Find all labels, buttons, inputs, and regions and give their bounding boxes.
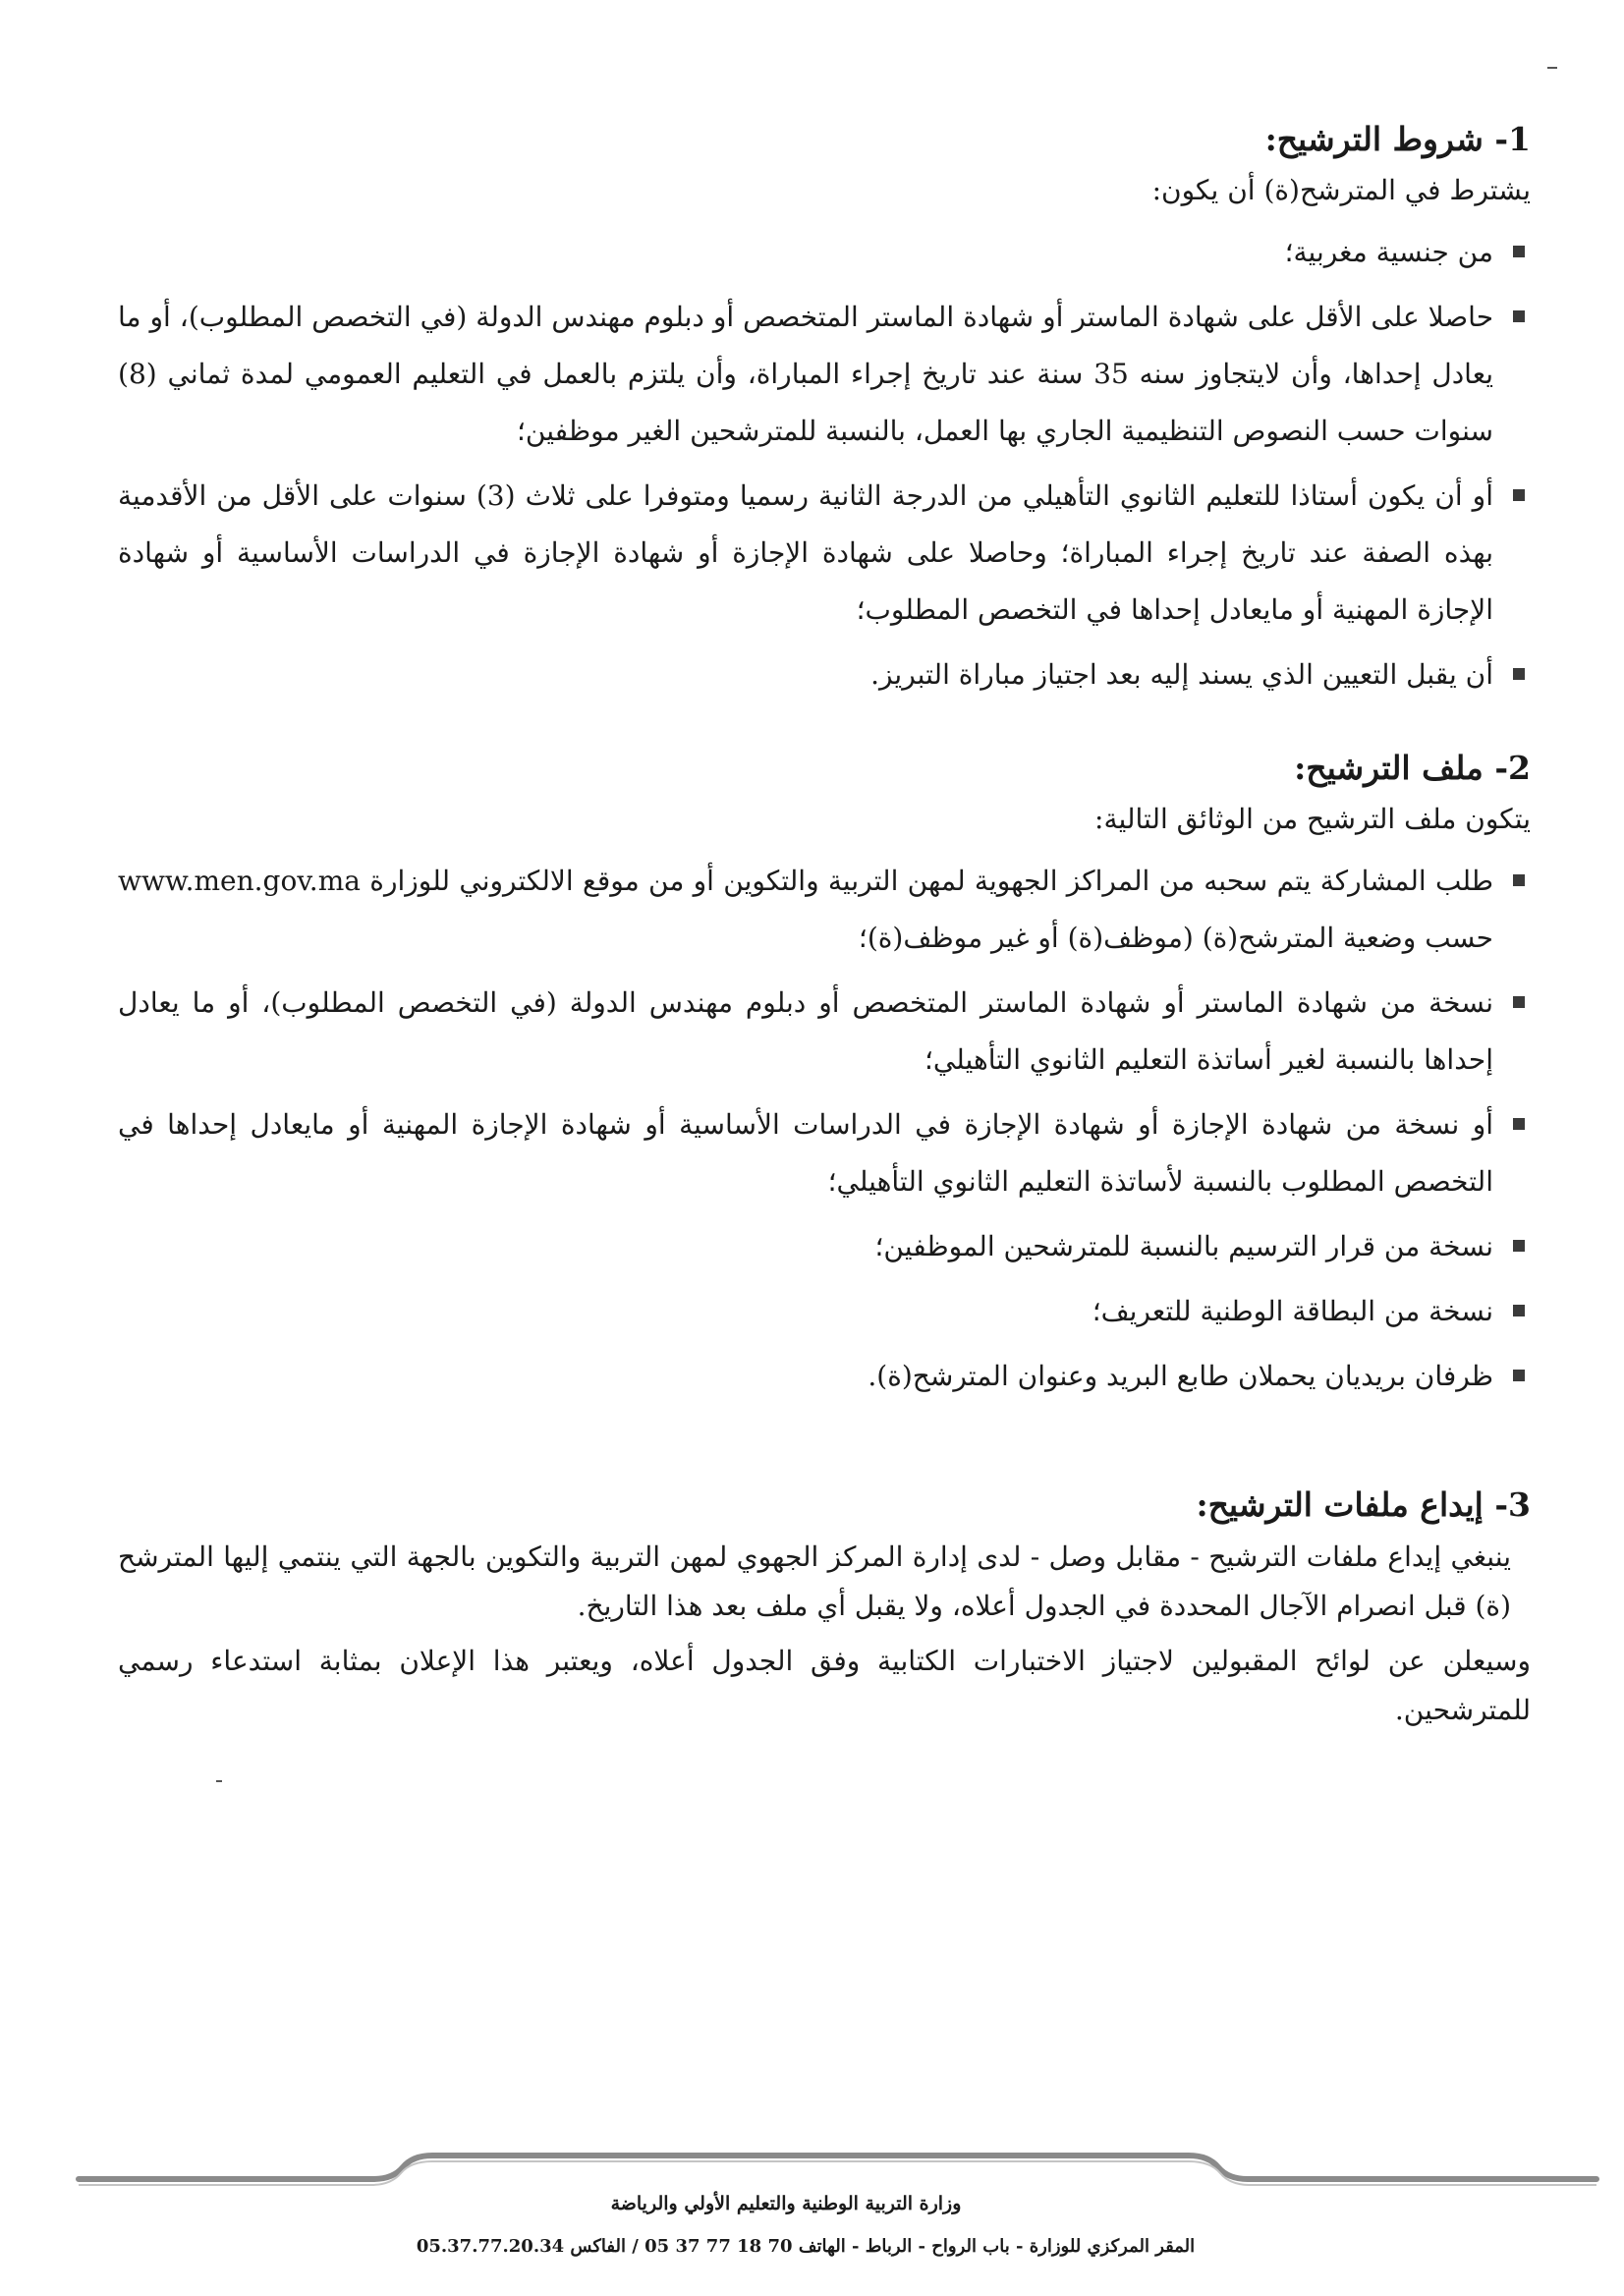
announcement-paragraph: وسيعلن عن لوائح المقبولين لاجتياز الاختبارات الكتابية وفق الجدول أعلاه، ويعتبر هذا الإعلان بمثابة استدعاء رسمي للمترشحين. [118, 1645, 1531, 1726]
list-item [118, 1348, 1531, 1405]
square-bullet-icon [1513, 489, 1525, 501]
ministry-address: المقر المركزي للوزارة - باب الرواح - الرباط - الهاتف 70 18 77 37 05 / الفاكس 05.37.77.20.34 [416, 2236, 1196, 2257]
square-bullet-icon [1513, 668, 1525, 680]
scan-mark [216, 1780, 222, 1782]
list-item-text: من جنسية مغربية؛ [1284, 236, 1493, 268]
section-intro: يتكون ملف الترشيح من الوثائق التالية: [1094, 803, 1531, 835]
list-item [118, 1096, 1531, 1210]
list-item-text: نسخة من البطاقة الوطنية للتعريف؛ [1092, 1295, 1493, 1327]
section-candidacy-conditions [118, 118, 1531, 711]
square-bullet-icon [1513, 246, 1525, 257]
submission-paragraph: ينبغي إيداع ملفات الترشيح - مقابل وصل - لدى إدارة المركز الجهوي لمهن التربية والتكوين بالجهة التي ينتمي إليها المترشح (ة) قبل انصرام الآجال المحددة في الجدول أعلاه، ولا يقبل أي ملف بعد هذا التاريخ. [118, 1540, 1511, 1622]
section-title: 2- ملف الترشيح: [1294, 749, 1531, 787]
section-intro: يشترط في المترشح(ة) أن يكون: [1151, 174, 1531, 206]
list-item [118, 224, 1531, 281]
scan-mark [1547, 67, 1557, 69]
list-item [118, 289, 1531, 460]
list-item-text: طلب المشاركة يتم سحبه من المراكز الجهوية لمهن التربية والتكوين أو من موقع الالكتروني للوزارة www.men.gov.ma حسب وضعية المترشح(ة) (موظف(ة) أو غير موظف(ة)؛ [118, 865, 1493, 954]
conditions-list [118, 224, 1531, 703]
square-bullet-icon [1513, 1305, 1525, 1316]
square-bullet-icon [1513, 1240, 1525, 1252]
square-bullet-icon [1513, 874, 1525, 886]
letterhead-footer [0, 2142, 1624, 2296]
square-bullet-icon [1513, 310, 1525, 322]
list-item [118, 468, 1531, 639]
section-candidacy-file [118, 747, 1531, 1413]
list-item-text: أو نسخة من شهادة الإجازة أو شهادة الإجازة في الدراسات الأساسية أو شهادة الإجازة المهنية أو مايعادل إحداها في التخصص المطلوب بالنسبة لأساتذة التعليم الثانوي التأهيلي؛ [118, 1108, 1493, 1198]
square-bullet-icon [1513, 1118, 1525, 1130]
list-item-text: ظرفان بريديان يحملان طابع البريد وعنوان المترشح(ة). [868, 1360, 1493, 1392]
list-item-text: حاصلا على الأقل على شهادة الماستر أو شهادة الماستر المتخصص أو دبلوم مهندس الدولة (في التخصص المطلوب)، أو ما يعادل إحداها، وأن لايتجاوز سنه 35 سنة عند تاريخ إجراء المباراة، وأن يلتزم بالعمل في التعليم العمومي لمدة ثماني (8) سنوات حسب النصوص التنظيمية الجاري بها العمل، بالنسبة للمترشحين الغير موظفين؛ [118, 301, 1493, 447]
list-item-text: نسخة من قرار الترسيم بالنسبة للمترشحين الموظفين؛ [874, 1230, 1493, 1262]
list-item-text: نسخة من شهادة الماستر أو شهادة الماستر المتخصص أو دبلوم مهندس الدولة (في التخصص المطلوب)، أو ما يعادل إحداها بالنسبة لغير أساتذة التعليم الثانوي التأهيلي؛ [118, 986, 1493, 1076]
list-item [118, 646, 1531, 703]
list-item [118, 853, 1531, 967]
section-file-submission [118, 1484, 1531, 1735]
list-item [118, 975, 1531, 1089]
ministry-name: وزارة التربية الوطنية والتعليم الأولي والرياضة [610, 2193, 962, 2214]
list-item [118, 1218, 1531, 1275]
square-bullet-icon [1513, 996, 1525, 1008]
section-title: 1- شروط الترشيح: [1264, 120, 1531, 158]
list-item-text: أو أن يكون أستاذا للتعليم الثانوي التأهيلي من الدرجة الثانية رسميا ومتوفرا على ثلاث (3) سنوات على الأقل من الأقدمية بهذه الصفة عند تاريخ إجراء المباراة؛ وحاصلا على شهادة الإجازة أو شهادة الإجازة في الدراسات الأساسية أو شهادة الإجازة المهنية أو مايعادل إحداها في التخصص المطلوب؛ [118, 479, 1493, 626]
list-item [118, 1283, 1531, 1340]
section-title: 3- إيداع ملفات الترشيح: [1196, 1485, 1531, 1524]
documents-list [118, 853, 1531, 1405]
square-bullet-icon [1513, 1370, 1525, 1381]
list-item-text: أن يقبل التعيين الذي يسند إليه بعد اجتياز مباراة التبريز. [870, 658, 1493, 691]
footer-wave-line [0, 2142, 1624, 2201]
